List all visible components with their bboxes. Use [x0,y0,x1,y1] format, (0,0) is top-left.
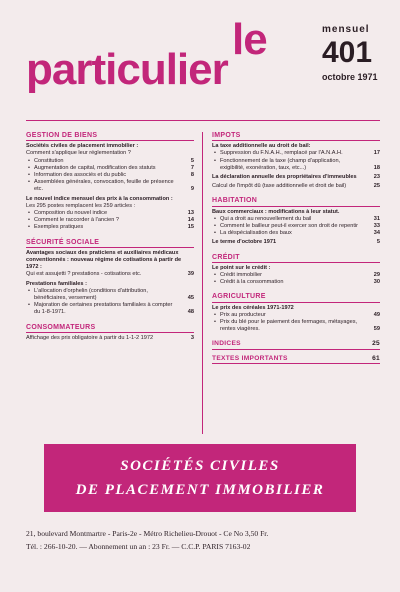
toc-section [212,293,380,333]
toc-item [212,230,380,237]
section-heading: CRÉDIT [212,254,380,263]
toc-item-text: • Comment le raccorder à l'ancien ? [34,217,120,224]
textes-page: 61 [372,354,380,362]
feature-banner [44,444,356,512]
toc-item [212,272,380,279]
textes-section [212,355,380,364]
toc-item-page: 33 [373,223,380,230]
article-intro: Comment s'applique leur réglementation ? [26,150,131,157]
toc-item-page: 17 [373,150,380,157]
toc-item [212,223,380,230]
section-heading: AGRICULTURE [212,293,380,302]
toc-item-page: 8 [190,172,194,179]
issue-date: octobre 1971 [322,72,378,82]
article-title: La déclaration annuelle des propriétaires d'immeubles [212,174,357,181]
toc-item [26,158,194,165]
toc-item-text: • Composition du nouvel indice [34,210,108,217]
toc-article [26,196,194,232]
title-le: le [232,15,267,64]
toc-item-text: • L'allocation d'orphelin (conditions d'attribution, bénéficiaires, versement) [34,287,148,302]
toc-article [26,281,194,317]
toc-item-text: • Exemples pratiques [34,224,84,231]
article-title-row [212,239,380,246]
article-page: 39 [187,271,194,278]
toc-item [212,158,380,172]
toc-article [212,239,380,246]
footer-contact: Tél. : 266-10-20. — Abonnement un an : 23 Fr. — C.C.P. PARIS 7163-02 [26,542,251,551]
section-heading: HABITATION [212,197,380,206]
toc-article [212,183,380,190]
toc-item-page: 15 [187,224,194,231]
toc-article [212,143,380,172]
section-heading: CONSOMMATEURS [26,324,194,333]
indices-label: INDICES [212,340,241,348]
toc-item-text: • Information des associés et du public [34,172,127,179]
indices-page: 25 [372,340,380,348]
article-title: Sociétés civiles de placement immobilier : [26,143,139,150]
toc-article [26,250,194,279]
toc-item [26,224,194,231]
toc-item [26,288,194,302]
toc-item [26,210,194,217]
article-intro: Qui est assujetti ? prestations - cotisations etc. [26,271,142,278]
toc-item-text: • Prix du blé pour le paiement des fermages, métayages, rentes viagères. [220,319,358,333]
toc-item-page: 30 [373,279,380,286]
title-main: particulier [26,45,228,94]
banner-line-1: SOCIÉTÉS CIVILES [120,458,280,474]
article-intro-row [26,335,194,342]
toc-item [212,279,380,286]
indices-row [212,340,380,347]
toc-item-text: • Suppression du F.N.A.H., remplacé par l'A.N.A.H. [220,150,343,157]
article-intro: Calcul de l'impôt dû (taxe additionnelle et droit de bail) [212,183,347,190]
toc-section [212,254,380,287]
toc-article [26,335,194,342]
toc-article [212,209,380,238]
toc-item-page: 48 [187,309,194,316]
toc-item [26,217,194,224]
toc-item-text: • Assemblées générales, convocation, feuille de présence etc. [34,179,174,193]
toc-article [212,174,380,181]
toc-item-text: • Majoration de certaines prestations familiales à compter du 1-8-1971. [34,302,173,316]
toc-item [212,216,380,223]
section-heading: SÉCURITÉ SOCIALE [26,239,194,248]
toc-item-page: 34 [373,230,380,237]
article-title: Le point sur le crédit : [212,264,271,271]
column-divider [202,132,203,434]
article-title: Le nouvel indice mensuel des prix à la consommation : [26,195,173,202]
footer-address: 21, boulevard Montmartre - Paris-2e - Métro Richelieu-Drouot - Ce No 3,50 Fr. [26,529,269,538]
article-title-row [212,174,380,181]
toc-item-text: • Prix au producteur [220,311,266,318]
toc-item-text: • Qui a droit au renouvellement du bail [220,215,312,222]
article-intro: Les 295 postes remplacent les 259 articles : [26,202,136,209]
toc-item [26,165,194,172]
toc-item-page: 9 [190,186,194,193]
toc-item-page: 31 [373,215,380,222]
section-heading: GESTION DE BIENS [26,132,194,141]
toc-section [26,324,194,342]
toc-item [212,312,380,319]
article-title: Baux commerciaux : modifications à leur statut. [212,208,340,215]
article-title: La taxe additionnelle au droit de bail: [212,143,311,150]
toc-item-page: 49 [373,311,380,318]
toc-section [212,132,380,190]
toc-article [212,265,380,287]
article-intro-row [212,183,380,190]
article-title: Avantages sociaux des praticiens et auxiliaires médicaux conventionnés : nouveau régime de cotisations à partir de 1972 : [26,249,182,271]
toc-item [26,172,194,179]
toc-section [212,197,380,246]
toc-item-page: 13 [187,210,194,217]
toc-item [212,150,380,157]
toc-item [212,319,380,333]
top-divider [26,120,380,121]
toc-item-text: • Crédit immobilier [220,272,262,279]
toc-item-page: 59 [373,326,380,333]
article-page: 25 [373,183,380,190]
indices-section [212,340,380,349]
textes-row [212,355,380,362]
article-page: 3 [190,334,194,341]
toc-item-text: • Fonctionnement de la taxe (champ d'application, exigibilité, exonération, taux, etc...) [220,157,341,171]
toc-item-page: 45 [187,295,194,302]
right-column [212,132,380,366]
toc-section [26,132,194,232]
article-title: Le terme d'octobre 1971 [212,239,277,246]
toc-article [212,305,380,334]
left-column [26,132,194,349]
toc-item-text: • Comment le bailleur peut-il exercer son droit de repentir [220,223,359,230]
toc-article [26,143,194,193]
toc-item [26,179,194,193]
article-intro: Affichage des prix obligatoire à partir du 1-1-2 1972 [26,334,154,341]
article-intro-row [26,271,194,278]
publisher-footer [26,527,376,553]
toc-item-text: • Constitution [34,157,64,164]
toc-item-page: 7 [190,164,194,171]
toc-item-page: 14 [187,217,194,224]
article-title: Le prix des céréales 1971-1972 [212,304,294,311]
toc-item-text: • Crédit à la consommation [220,279,284,286]
toc-section [26,239,194,317]
article-page: 5 [376,239,380,246]
toc-item-page: 5 [190,157,194,164]
article-title: Prestations familiales : [26,280,87,287]
section-heading: IMPOTS [212,132,380,141]
issue-number: 401 [322,36,373,69]
toc-item-page: 29 [373,272,380,279]
toc-item-text: • La déspécialisation des baux [220,230,292,237]
toc-item [26,302,194,316]
toc-item-page: 18 [373,164,380,171]
frequency-label: mensuel [322,24,370,35]
article-page: 23 [373,174,380,181]
textes-label: TEXTES IMPORTANTS [212,354,288,362]
right-sections [212,132,380,333]
toc-item-text: • Augmentation de capital, modification des statuts [34,164,156,171]
banner-line-2: DE PLACEMENT IMMOBILIER [75,482,325,498]
